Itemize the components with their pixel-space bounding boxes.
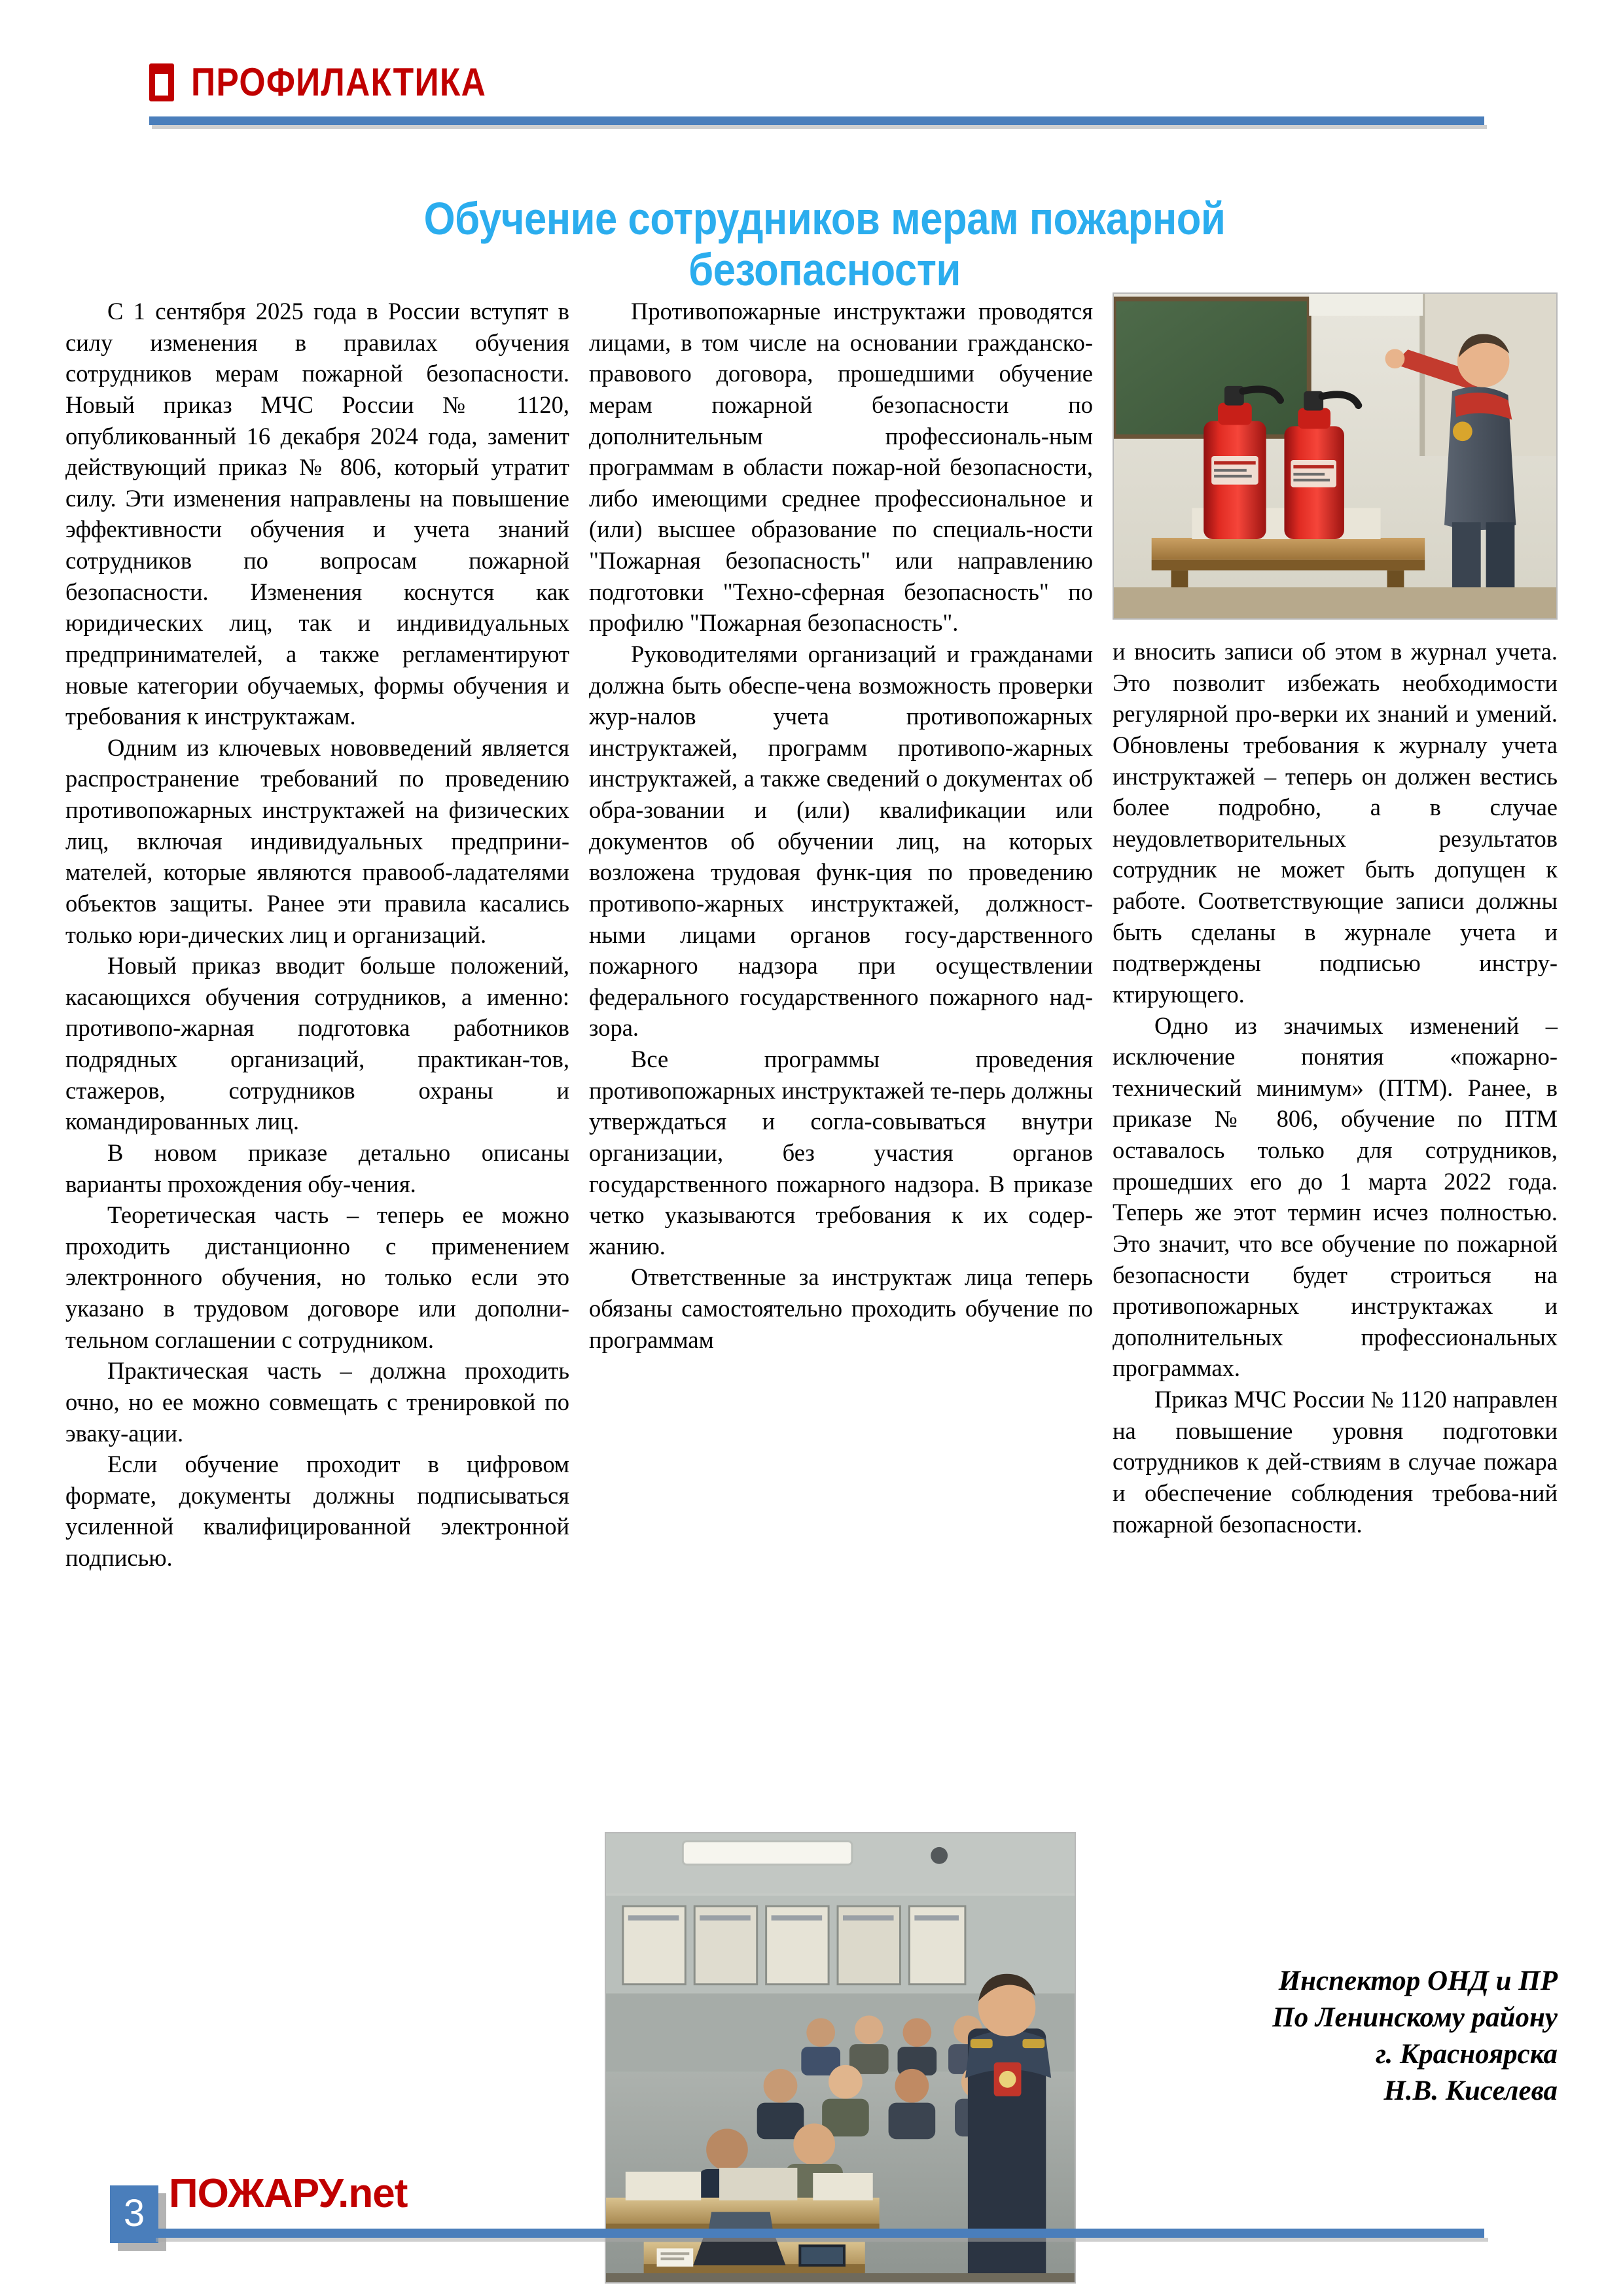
paragraph: Если обучение проходит в цифровом формате, документы должны подписываться усиленной квалифицированной электронной подписью. (65, 1451, 569, 1571)
paragraph: Новый приказ вводит больше положений, касающихся обучения сотрудников, а именно: противопо-жарная подготовка работников подрядных организаций, практикан-тов, стажеров, сотрудников охраны и командированных лиц. (65, 952, 569, 1135)
square-bullet-icon (149, 63, 174, 101)
signature-line-role: Инспектор ОНД и ПР (1278, 1966, 1558, 1996)
paragraph: Практическая часть – должна проходить очно, но ее можно совмещать с тренировкой по эваку-ации. (65, 1357, 569, 1447)
paragraph: Ответственные за инструктаж лица теперь обязаны самостоятельно проходить обучение по программам (589, 1263, 1093, 1353)
paragraph: Теоретическая часть – теперь ее можно проходить дистанционно с применением электронного обучения, но только если это указано в трудовом договоре или дополни-тельном соглашении с сотрудником. (65, 1201, 569, 1353)
signature-line-district: По Ленинскому району (1272, 2002, 1558, 2033)
author-signature (1113, 1963, 1558, 2110)
text-column-2 (589, 296, 1093, 1355)
paragraph: и вносить записи об этом в журнал учета. Это позволит избежать необходимости регулярной про-верки их знаний и умений. Обновлены требования к журналу учета инструктажей – теперь он должен вестись более подробно, а в случае неудовлетворительных результатов сотрудник не может быть допущен к работе. Соответствующие записи должны быть сделаны в журнале учета и подтверждены подписью инстру-ктирующего. (1113, 638, 1558, 1008)
page-header (0, 0, 1623, 141)
text-column-1 (65, 296, 569, 1574)
header-rule (149, 116, 1484, 125)
paragraph: С 1 сентября 2025 года в России вступят в силу изменения в правилах обучения сотрудников мерам пожарной безопасности. Новый приказ МЧС России № 1120, опубликованный 16 декабря 2024 года, заменит действующий приказ № 806, который утратит силу. Эти изменения направлены на повышение эффективности обучения и учета знаний сотрудников по вопросам пожарной безопасности. Изменения коснутся как юридических лиц, так и индивидуальных предпринимателей, а также регламентируют новые категории обучаемых, формы обучения и требования к инструктажам. (65, 298, 569, 730)
photo-fire-extinguishers (1113, 292, 1558, 620)
section-kicker (149, 60, 535, 104)
paragraph: Одно из значимых изменений – исключение понятия «пожарно-технический минимум» (ПТМ). Ранее, в приказе № 806, обучение по ПТМ оставалось только для сотрудников, прошедших его до 1 марта 2022 года. Теперь же этот термин исчез полностью. Это значит, что все обучение по пожарной безопасности будет строиться на противопожарных инструктажах и дополнительных профессиональных программах. (1113, 1012, 1558, 1382)
signature-line-city: г. Красноярска (1376, 2038, 1558, 2070)
paragraph: Приказ МЧС России № 1120 направлен на повышение уровня подготовки сотрудников к дей-ствиям в случае пожара и обеспечение соблюдения требова-ний пожарной безопасности. (1113, 1386, 1558, 1538)
paragraph: В новом приказе детально описаны варианты прохождения обу-чения. (65, 1139, 569, 1197)
header-rule-shadow (152, 125, 1487, 129)
section-kicker-label: ПРОФИЛАКТИКА (191, 60, 487, 104)
page-title: Обучение сотрудников мерам пожарной безопасности (423, 192, 1226, 296)
paragraph: Противопожарные инструктажи проводятся лицами, в том числе на основании гражданско-правового договора, прошедшими обучение мерам пожарной безопасности по дополнительным профессиональ-ным программам в области пожар-ной безопасности, либо имеющими среднее профессиональное и (или) высшее образование по специаль-ности "Пожарная безопасность" или направлению подготовки "Техно-сферная безопасность" по профилю "Пожарная безопасность". (589, 298, 1093, 637)
text-column-3 (1113, 636, 1558, 1540)
paragraph: Все программы проведения противопожарных инструктажей те-перь должны утверждаться и согла-совываться внутри организации, без участия органов государственного пожарного надзора. В приказе четко указываются требования к их содер-жанию. (589, 1046, 1093, 1260)
page-footer (0, 2159, 1623, 2296)
photo-fire-extinguishers-image (1114, 294, 1556, 618)
brand-logo-text: ПОЖАРУ.net (169, 2171, 408, 2216)
footer-rule (152, 2229, 1484, 2238)
page-number-badge: 3 (110, 2185, 158, 2243)
footer-rule-shadow (156, 2238, 1488, 2242)
paragraph: Одним из ключевых нововведений является распространение требований по проведению противопожарных инструктажей на физических лиц, включая индивидуальных предприни-мателей, которые являются правооб-ладателями объектов защиты. Ранее эти правила касались только юри-дических лиц и организаций. (65, 733, 569, 948)
signature-line-name: Н.В. Киселева (1383, 2075, 1558, 2106)
paragraph: Руководителями организаций и гражданами должна быть обеспе-чена возможность проверки жур-налов учета противопожарных инструктажей, программ противопо-жарных инструктажей, а также сведений о документах об обра-зовании и (или) квалификации или документов об обучении лиц, на которых возложена трудовая функ-ция по проведению противопо-жарных инструктажей, должност-ными лицами органов госу-дарственного пожарного надзора при осуществлении федерального государственного пожарного над-зора. (589, 640, 1093, 1042)
